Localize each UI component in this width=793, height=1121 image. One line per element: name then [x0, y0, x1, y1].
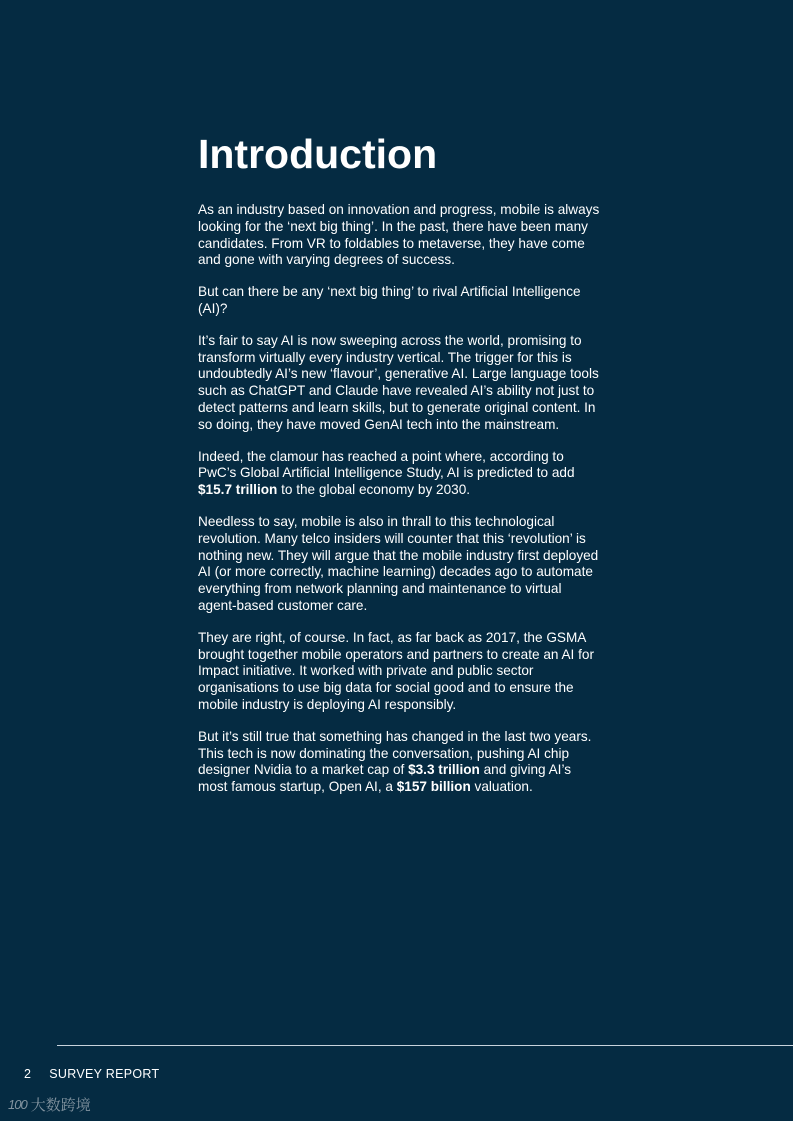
highlight-figure: $3.3 trillion [408, 762, 480, 778]
paragraph [198, 449, 603, 499]
paragraph-text: They are right, of course. In fact, as far back as 2017, the GSMA brought together mobile operators and partners to create an AI for Impact initiative. It worked with private and public sector organisations to use big data for social good and to ensure the mobile industry is deploying AI responsibly. [198, 629, 594, 712]
watermark-logo-icon: 100 [8, 1097, 27, 1112]
highlight-figure: $15.7 trillion [198, 482, 278, 498]
page-number: 2 [24, 1067, 32, 1081]
paragraph [198, 202, 603, 269]
body-text [198, 202, 603, 796]
page-footer [24, 1067, 159, 1081]
main-content [198, 128, 603, 811]
footer-label: SURVEY REPORT [49, 1067, 160, 1081]
paragraph-text: As an industry based on innovation and progress, mobile is always looking for the ‘next big thing’. In the past, there have been many candidates. From VR to foldables to metaverse, they have come and gone with varying degrees of success. [198, 202, 600, 268]
paragraph-text: Needless to say, mobile is also in thrall to this technological revolution. Many telco insiders will counter that this ‘revolution’ is nothing new. They will argue that the mobile industry first deployed AI (or more correctly, machine learning) decades ago to automate everything from network planning and maintenance to virtual agent-based customer care. [198, 513, 599, 613]
highlight-figure: $157 billion [396, 779, 471, 795]
paragraph-text: It’s fair to say AI is now sweeping across the world, promising to transform virtually every industry vertical. The trigger for this is undoubtedly AI’s new ‘flavour’, generative AI. Large language tools such as ChatGPT and Claude have revealed AI’s ability not just to detect patterns and learn skills, but to generate original content. In so doing, they have moved GenAI tech into the mainstream. [198, 332, 599, 432]
footer-divider [57, 1045, 793, 1046]
paragraph [198, 284, 603, 318]
paragraph [198, 333, 603, 434]
paragraph [198, 514, 603, 615]
paragraph-text: and giving AI’s most famous startup, Open AI, a [198, 762, 572, 795]
watermark-text: 大数跨境 [30, 1097, 91, 1114]
paragraph-text: Indeed, the clamour has reached a point where, according to PwC’s Global Artificial Intelligence Study, AI is predicted to add [198, 448, 575, 481]
paragraph [198, 729, 603, 796]
paragraph-text: But can there be any ‘next big thing’ to rival Artificial Intelligence (AI)? [198, 284, 581, 316]
paragraph-text: to the global economy by 2030. [277, 482, 471, 498]
watermark [8, 1094, 91, 1115]
paragraph-text: But it’s still true that something has changed in the last two years. This tech is now dominating the conversation, pushing AI chip designer Nvidia to a market cap of [198, 728, 592, 778]
page-title: Introduction [198, 131, 438, 177]
paragraph-text: valuation. [470, 779, 533, 795]
paragraph [198, 630, 603, 714]
